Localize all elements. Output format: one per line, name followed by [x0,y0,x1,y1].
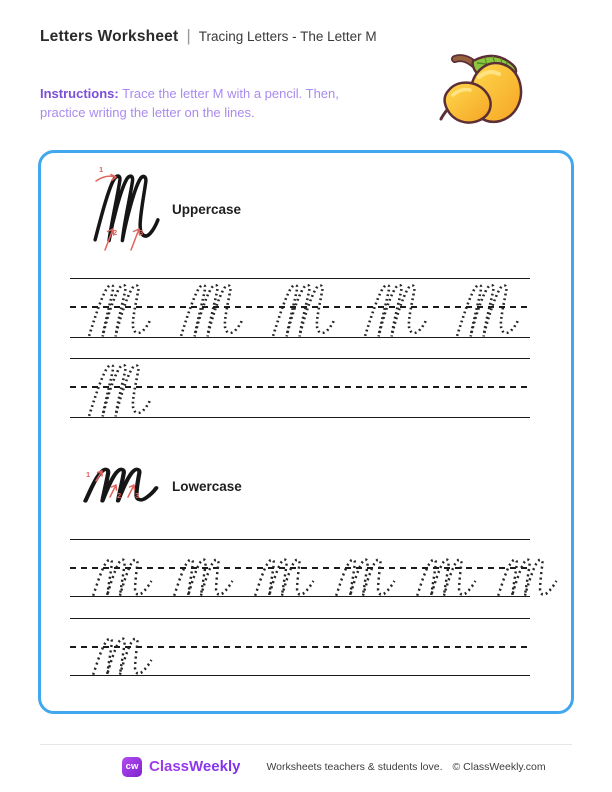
trace-letter-dashed [270,281,344,337]
lowercase-stroke-2: 2 [117,491,122,500]
trace-letter-dashed [86,281,160,337]
mango-illustration [437,46,529,128]
uppercase-stroke-2: 2 [113,228,118,237]
footer-divider [40,744,572,745]
lowercase-stroke-1: 1 [86,470,91,479]
trace-letter-dashed [92,636,156,676]
footer-tagline: Worksheets teachers & students love. [266,760,443,773]
trace-letter-dashed [454,281,528,337]
trace-row-lowercase-2 [70,618,530,676]
lowercase-label: Lowercase [172,479,242,494]
instructions [40,84,374,122]
lowercase-stroke-1-arrow-icon [94,469,104,483]
page-subtitle: Tracing Letters - The Letter M [198,29,377,44]
brand-name: ClassWeekly [149,758,241,775]
uppercase-stroke-1-arrow-icon [94,173,120,183]
title-divider: | [186,26,191,45]
trace-letter-dashed [92,557,156,597]
mango-fruit-front [441,83,491,123]
trace-letter-dashed [86,361,160,417]
trace-letter-dashed [178,281,252,337]
page-title: Letters Worksheet [40,28,179,45]
footer [122,755,546,778]
trace-letter-dashed [497,557,561,597]
uppercase-stroke-3: 3 [139,228,144,237]
trace-letter-dashed [254,557,318,597]
trace-letter-dashed [335,557,399,597]
trace-row-uppercase-1 [70,278,530,338]
footer-copyright: © ClassWeekly.com [452,760,546,773]
trace-row-uppercase-2 [70,358,530,418]
header [40,26,377,46]
instructions-label: Instructions: [40,86,119,101]
trace-letter-dashed [362,281,436,337]
lowercase-stroke-3: 3 [135,491,140,500]
instructions-text: Trace the letter M with a pencil. Then, practice writing the letter on the lines. [40,86,339,120]
trace-row-lowercase-1 [70,539,530,597]
trace-letter-dashed [173,557,237,597]
trace-letter-dashed [416,557,480,597]
uppercase-stroke-1: 1 [99,165,104,174]
uppercase-label: Uppercase [172,202,242,217]
classweekly-logo-icon: cw [122,757,142,777]
